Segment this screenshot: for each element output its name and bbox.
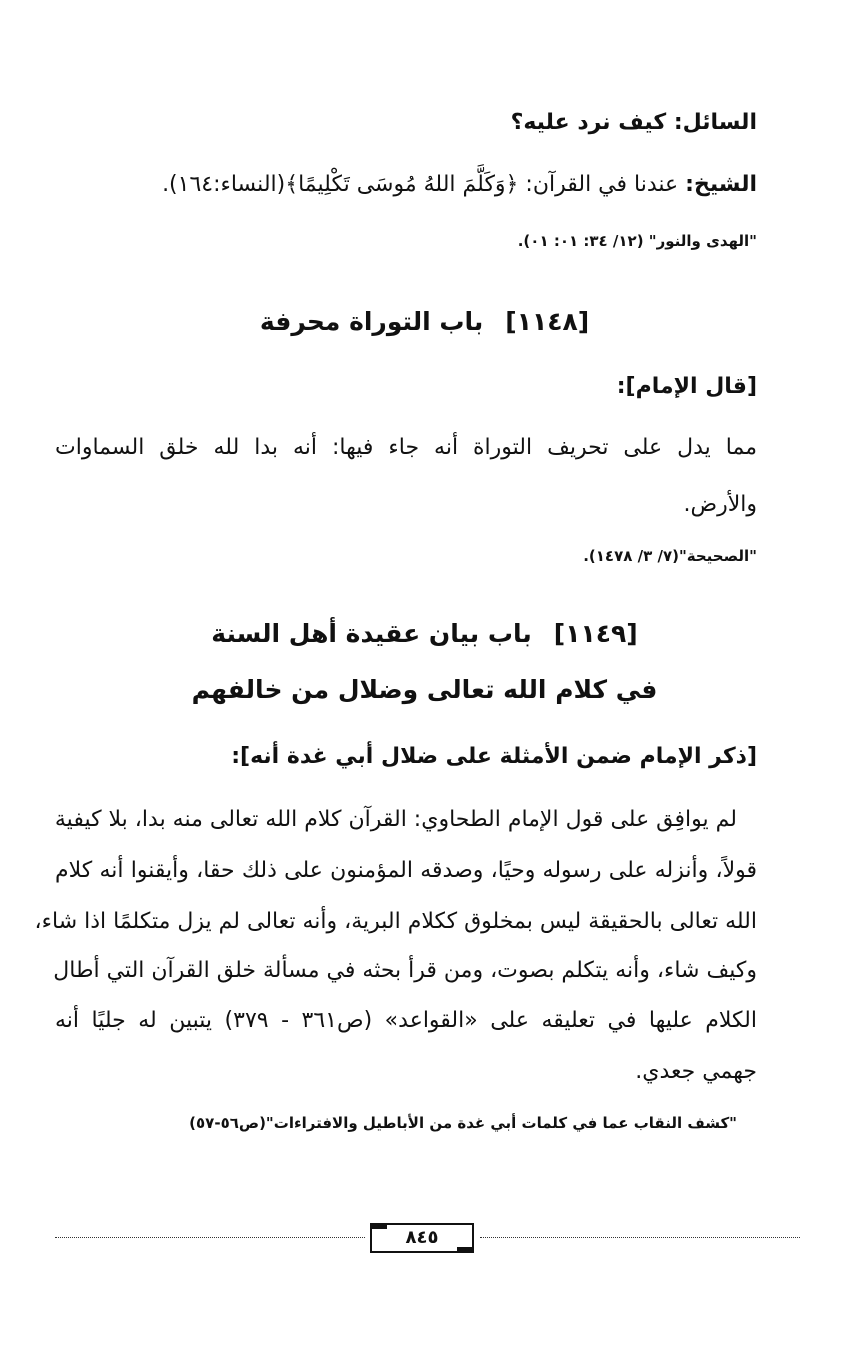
page-number-frame (367, 1220, 477, 1256)
sheikh-text: عندنا في القرآن: ﴿وَكَلَّمَ اللهُ مُوسَى تَكْلِيمًا﴾(النساء:١٦٤). (162, 172, 679, 197)
paragraph-2-line-4: وكيف شاء، وأنه يتكلم بصوت، ومن قرأ بحثه في مسألة خلق القرآن التي أطال (53, 958, 757, 983)
chapter-title: باب بيان عقيدة أهل السنة (211, 619, 532, 648)
paragraph-1-line-2: والأرض. (683, 492, 757, 517)
source-citation-2: "الصحيحة"(٧/ ٣/ ١٤٧٨). (583, 547, 757, 565)
chapter-title: باب التوراة محرفة (259, 307, 484, 336)
source-citation-3: "كشف النقاب عما في كلمات أبي غدة من الأباطيل والافتراءات"(ص٥٦-٥٧) (189, 1114, 737, 1132)
imam-note: [ذكر الإمام ضمن الأمثلة على ضلال أبي غدة أنه]: (231, 744, 757, 769)
footer-dotted-rule-right (480, 1237, 800, 1238)
chapter-number: [١١٤٨] (505, 307, 590, 336)
paragraph-2-line-5: الكلام عليها في تعليقه على «القواعد» (ص٣٦١ - ٣٧٩) يتبين له جليًا أنه (55, 1008, 757, 1033)
chapter-number: [١١٤٩] (553, 619, 638, 648)
source-citation-1: "الهدى والنور" (١٢/ ٣٤: ٠١: ٠١). (517, 232, 757, 250)
page-number: ٨٤٥ (405, 1227, 439, 1248)
chapter-heading-1149 (0, 617, 849, 651)
sheikh-line (55, 170, 757, 200)
footer-dotted-rule-left (55, 1237, 365, 1238)
paragraph-2-line-1: لم يوافِق على قول الإمام الطحاوي: القرآن كلام الله تعالى منه بدا، بلا كيفية (54, 807, 737, 832)
paragraph-2-line-3: الله تعالى بالحقيقة ليس بمخلوق ككلام البرية، وأنه تعالى لم يزل متكلمًا اذا شاء، (34, 909, 757, 934)
asker-line: السائل: كيف نرد عليه؟ (510, 110, 757, 135)
imam-label: [قال الإمام]: (616, 374, 757, 399)
chapter-title-line-2: في كلام الله تعالى وضلال من خالفهم (191, 675, 658, 704)
sheikh-label: الشيخ: (685, 172, 757, 197)
paragraph-1-line-1: مما يدل على تحريف التوراة أنه جاء فيها: أنه بدا لله خلق السماوات (55, 435, 757, 460)
chapter-heading-1148 (0, 305, 849, 339)
paragraph-2-line-6: جهمي جعدي. (635, 1059, 757, 1084)
paragraph-2-line-2: قولاً، وأنزله على رسوله وحيًا، وصدقه المؤمنون على ذلك حقا، وأيقنوا أنه كلام (55, 858, 757, 883)
